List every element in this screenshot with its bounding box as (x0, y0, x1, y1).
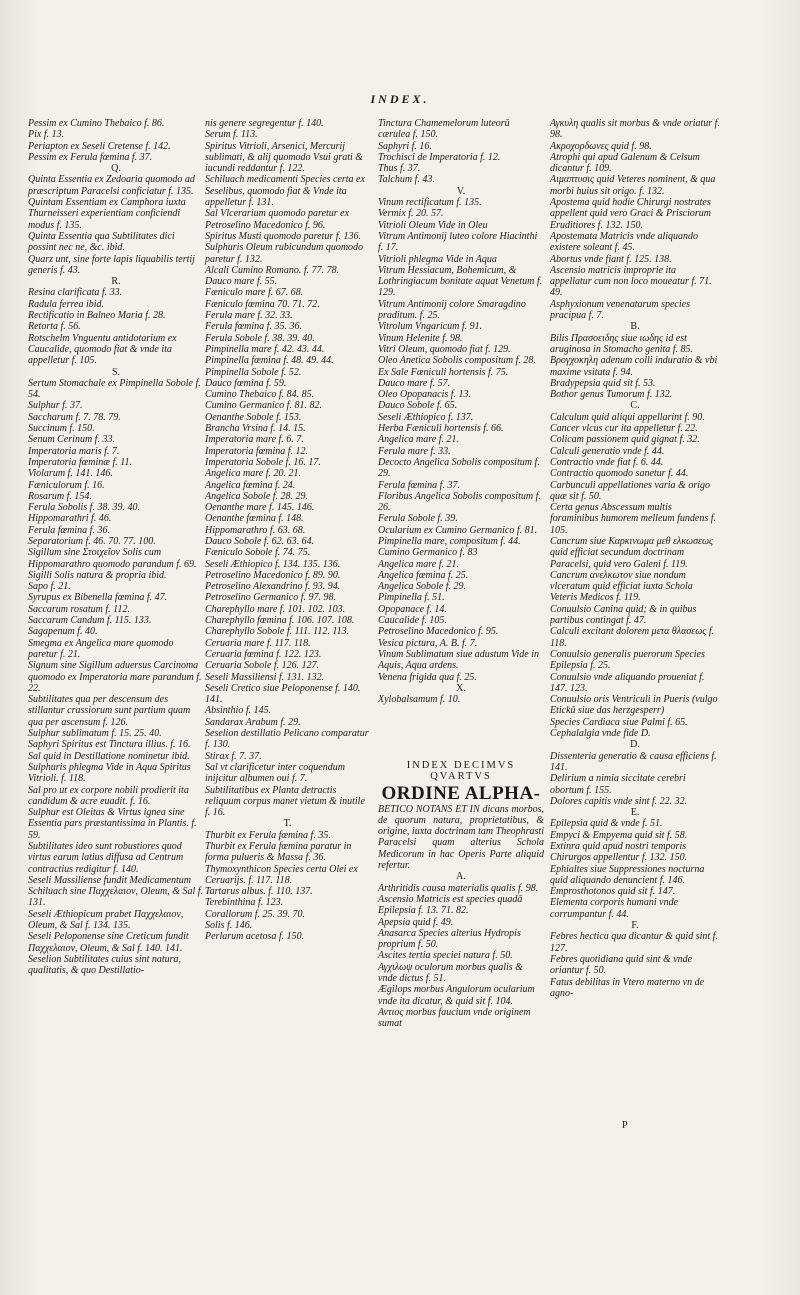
index-entry: Sigilli Solis natura & propria ibid. (28, 569, 167, 581)
index-entry: Senum Cerinum f. 33. (28, 434, 115, 446)
index-entry: Thus f. 37. (378, 163, 421, 175)
index-entry: Thurbit ex Ferula fœmina f. 35. (205, 829, 331, 841)
index-entry: Conuulsio generalis puerorum Species Epilepsia f. 25. (550, 648, 708, 672)
index-entry: Dauco Sobole f. 62. 63. 64. (205, 535, 315, 547)
index-entry: Herba Fæniculi hortensis f. 66. (378, 423, 504, 435)
letter-heading: S. (111, 366, 121, 378)
index-entry: Seseli Æthiopico f. 134. 135. 136. (205, 558, 341, 570)
index-entry: Ex Sale Fæniculi hortensis f. 75. (378, 366, 509, 378)
index-entry: Schiluach medicamenti Species certa ex Seselibus, quomodo fiat & Vnde ita appelletur f. 131. (205, 174, 368, 209)
index-entry: Cancer vlcus cur ita appelletur f. 22. (550, 423, 698, 435)
index-entry: Extinra quid apud nostri temporis Chirurgos appellentur f. 132. 150. (550, 841, 689, 864)
index-entry: Carbunculi appellationes varia & origo quæ sit f. 50. (550, 479, 713, 502)
index-entry: Angelica Sobole f. 29. (378, 581, 467, 593)
index-entry: Vitri Oleum, quomodo fiat f. 129. (378, 343, 511, 355)
index-entry: Ferula Sobolis f. 38. 39. 40. (28, 502, 140, 514)
index-entry: Tinctura Chamemelorum luteorū cærulea f. 150. (378, 118, 513, 141)
letter-heading: T. (283, 818, 292, 830)
index-entry: Opopanace f. 14. (378, 603, 447, 615)
index-entry: Conuulsio Canina quid; & in quibus partibus contingat f. 47. (550, 603, 699, 627)
index-entry: Fatus debilitas in Vtero materno vn de agno- (550, 976, 707, 999)
index-entry: Brancha Vrsina f. 14. 15. (205, 423, 306, 435)
index-entry: Fæniculorum f. 16. (28, 479, 105, 491)
index-entry: Seseli Massiliense fundit Medicamentum Schiluach sine Παχχελαιον, Oleum, & Sal f. 131. (28, 874, 206, 909)
index-entry: Thurbit ex Ferula fœmina paratur in forma pulueris & Massa f. 36. (205, 841, 354, 864)
index-entry: Venena frigida qua f. 25. (378, 671, 477, 683)
index-decimus-quartus-section (378, 760, 547, 1030)
index-entry: Ferula fœmina f. 35. 36. (205, 321, 302, 333)
index-entry: Ceruaria mare f. 117. 118. (205, 637, 311, 649)
index-entry: Ephialtes siue Suppressiones nocturna quid aliquando denuncient f. 146. (550, 863, 707, 886)
letter-heading: B. (630, 321, 640, 333)
index-entry: Subtilitatibus ex Planta detractis reliquum corpus manet vietum & inutile f. 16. (205, 784, 368, 819)
index-entry: Sal vt clarificetur inter coquendum inijcitur albumen oui f. 7. (205, 761, 348, 785)
index-entry: Αντιος morbus faucium vnde originem sumat (378, 1006, 534, 1030)
index-entry: Vitrum Hessiacum, Bohemicum, & Lothringiacum bonitate aquat Venetum f. 129. (378, 264, 545, 299)
index-column-2 (205, 118, 370, 943)
index-entry: Imperatoria mare f. 6. 7. (205, 434, 304, 446)
index-entry: Sal Vlcerarium quomodo paretur ex Petroselino Macedonico f. 96. (205, 208, 352, 231)
index-entry: Ferula fœmina f. 36. (28, 524, 110, 536)
index-entry: Succinum f. 150. (28, 423, 95, 435)
index-entry: Trochisci de Imperatoria f. 12. (378, 151, 501, 163)
index-entry: Imperatoria maris f. 7. (28, 445, 120, 457)
index-entry: Ceruaria fœmina f. 122. 123. (205, 648, 322, 660)
index-entry: Dauco fœmina f. 59. (205, 377, 287, 389)
index-entry: Seseli Æthiopicum prabet Παχχελαιον, Oleum, & Sal f. 134. 135. (28, 908, 186, 932)
index-entry: Species Cardiaca siue Palmi f. 65. (550, 716, 688, 728)
index-entry: Hippomarathro f. 63. 68. (205, 524, 306, 536)
section-intro: BETICO NOTANS ET IN dicans morbos, de quorum natura, proprietatibus, & origine, iuxta doctrinam tam Theophrasti Paracelsi quam alterius Schola Medicorum in hac Operis Parte aliquid refertur. (378, 803, 547, 872)
index-entry: Ocularium ex Cumino Germanico f. 81. (378, 524, 538, 536)
index-entry: Vinum rectificatum f. 135. (378, 197, 482, 209)
index-entry: Separatorium f. 46. 70. 77. 100. (28, 535, 156, 547)
index-entry: Apepsia quid f. 49. (378, 916, 454, 928)
index-entry: Saccarum Candum f. 115. 133. (28, 615, 152, 627)
index-entry: Vesica pictura, A. B. f. 7. (378, 637, 478, 649)
index-entry: Certa genus Abscessum multis foraminibus humorem melleum fundens f. 105. (550, 502, 719, 536)
index-entry: Retorta f. 56. (28, 321, 81, 333)
index-entry: Apostema quid hodie Chirurgi nostrates appellent quid vero Graci & Prisciorum Eruditiores f. 132. 150. (550, 197, 714, 231)
index-entry: Vitrum Antimonij luteo colore Hiacinthi f. 17. (378, 230, 540, 254)
index-entry: Ferula mare f. 32. 33. (205, 310, 293, 322)
letter-heading: F. (631, 920, 639, 932)
letter-heading: A. (456, 871, 466, 883)
index-entry: Angelica mare f. 21. (378, 558, 460, 570)
index-entry: Vitrioli Oleum Vide in Oleu (378, 219, 488, 231)
index-entry: Calculum quid aliqui appellarint f. 90. (550, 411, 705, 423)
index-entry: Ascensio Matricis est species quadā Epilepsia f. 13. 71. 82. (378, 893, 525, 917)
index-entry: Resina clarificata f. 33. (28, 287, 123, 299)
index-entry: Signum sine Sigillum aduersus Carcinoma quomodo ex Imperatoria mare parandum f. 22. (28, 660, 205, 694)
index-entry: Perlarum acetosa f. 150. (205, 931, 305, 943)
index-entry: Charephyllo Sobole f. 111. 112. 113. (205, 626, 350, 638)
index-column-3 (378, 118, 544, 705)
index-entry: Subtilitates ideo sunt robustiores quod virtus earum latius diffusa ad Centrum contractius redigitur f. 140. (28, 841, 186, 875)
index-entry: Pix f. 13. (28, 129, 65, 141)
index-entry: Decocto Angelica Sobolis compositum f. 29. (378, 456, 543, 480)
index-entry: Petroselino Macedonico f. 95. (378, 626, 499, 638)
index-entry: Oleo Anetica Sobolis compositum f. 28. (378, 355, 536, 367)
index-entry: Vitrolum Vngaricum f. 91. (378, 321, 483, 333)
letter-heading: E. (630, 807, 640, 819)
index-entry: Calculi excitant dolorem μετα θλασεως f. 118. (550, 626, 717, 649)
index-entry: Dauco mare f. 55. (205, 276, 278, 288)
letter-heading: C. (630, 400, 640, 412)
index-entry: Angelica mare f. 21. (378, 434, 460, 446)
index-entry: Seseli Massiliensi f. 131. 132. (205, 671, 325, 683)
index-entry: Pimpinella mare f. 42. 43. 44. (205, 343, 325, 355)
index-entry: Seseli Cretico siue Peloponense f. 140. 141. (205, 682, 363, 706)
index-entry: Spiritus Vitrioli, Arsenici, Mercurij sublimati, & alij quomodo Vsui grati & iucundi reddantur f. 122. (205, 140, 366, 175)
index-entry: Asphyxionum venenatarum species pracipua f. 7. (550, 298, 693, 322)
index-entry: Oenanthe Sobole f. 153. (205, 411, 302, 423)
index-column-1 (28, 118, 204, 977)
index-entry: Bradypepsia quid sit f. 53. (550, 377, 656, 389)
index-entry: Xylobalsamum f. 10. (378, 694, 461, 706)
index-entry: Pimpinella Sobole f. 52. (205, 366, 302, 378)
index-entry: Pimpinella f. 51. (378, 592, 445, 604)
index-entry: Oenanthe fœmina f. 148. (205, 513, 304, 525)
index-entry: Saccarum rosatum f. 112. (28, 603, 130, 615)
index-entry: Cumino Germanico f. 81. 82. (205, 400, 322, 412)
index-entry: Seseli Æthiopico f. 137. (378, 411, 474, 423)
section-title-line-1: INDEX DECIMVS (406, 760, 516, 771)
index-entry: Calculi generatio vnde f. 44. (550, 445, 665, 457)
index-entry: Serum f. 113. (205, 129, 258, 141)
index-entry: Ferula fœmina f. 37. (378, 479, 460, 491)
index-entry: Saphyri Spiritus est Tinctura illius. f. 16. (28, 739, 191, 751)
index-entry: nis genere segregentur f. 140. (205, 118, 324, 129)
index-entry: Alcali Cumino Romano. f. 77. 78. (205, 264, 340, 276)
index-entry: Ægilops morbus Angulorum ocularium vnde ita dicatur, & quid sit f. 104. (378, 984, 538, 1007)
index-entry: Emprosthotonos quid sit f. 147. (550, 886, 676, 898)
index-entry: Quinta Essentia ex Zedoaria quomodo ad præscriptum Paracelsi conficiatur f. 135. (28, 174, 198, 197)
index-entry: Subtilitates qua per descensum des stillantur crassiorum sunt partium quam qua per ascensum f. 126. (28, 694, 193, 728)
index-entry: Smegma ex Angelica mare quomodo paretur f. 21. (28, 637, 177, 660)
index-column-4 (550, 118, 723, 999)
index-entry: Angelica fœmina f. 24. (205, 479, 296, 491)
index-entry: Tartarus albus. f. 110. 137. (205, 886, 313, 898)
index-entry: Talchum f. 43. (378, 174, 435, 186)
index-entry: Sulphur est Oleitas & Virtus ignea sine Essentia pars præstantissima in Plantis. f. 59. (28, 807, 200, 841)
index-entry: Saphyri f. 16. (378, 140, 432, 152)
index-entry: Dissenteria generatio & causa efficiens f. 141. (550, 750, 720, 773)
index-entry: Febres quotidiana quid sint & vnde oriantur f. 50. (550, 953, 695, 977)
index-entry: Empyci & Empyema quid sit f. 58. (550, 829, 688, 841)
index-entry: Angelica fœmina f. 25. (378, 569, 469, 581)
index-entry: Charephyllo mare f. 101. 102. 103. (205, 603, 346, 615)
index-entry: Vinum Sublimatum siue adustum Vide in Aquis, Aqua ardens. (378, 648, 542, 672)
index-entry: Sandarax Arabum f. 29. (205, 716, 301, 728)
index-entry: Sulphuris Oleum rubicundum quomodo paretur f. 132. (205, 242, 366, 265)
letter-heading: V. (456, 185, 466, 197)
index-entry: Sertum Stomachale ex Pimpinella Sobole f. 54. (28, 377, 204, 401)
index-entry: Rotschelm Vnguentu antidotarium ex Caucalide, quomodo fiat & vnde ita appelletur f. 105. (28, 332, 180, 367)
letter-heading: Q. (111, 163, 121, 175)
index-entry: Ceruaria Sobole f. 126. 127. (205, 660, 320, 672)
index-entry: Sal pro ut ex corpore nobili prodierit ita candidum & acre euadit. f. 16. (28, 784, 192, 807)
index-entry: Imperatoria fœminæ f. 11. (28, 456, 132, 468)
index-entry: Cumino Thebaico f. 84. 85. (205, 389, 315, 401)
index-entry: Saccharum f. 7. 78. 79. (28, 411, 121, 423)
index-entry: Petroselino Germanico f. 97. 98. (205, 592, 337, 604)
index-entry: Sigillum sine Στοιχεῖον Solis cum Hippomarathro quomodo parandum f. 69. (28, 547, 197, 570)
index-entry: Hippomarathri f. 46. (28, 513, 112, 525)
index-entry: Αγχιλωψ oculorum morbus qualis & vnde dictus f. 51. (378, 961, 526, 985)
index-entry: Pessim ex Ferula fœmina f. 37. (28, 151, 153, 163)
index-entry: Cumino Germanico f. 83 (378, 547, 478, 559)
index-entry: Conuulsio oris Ventriculi in Pueris (vulgo Etickū siue das herzgesperr) (550, 694, 720, 717)
index-entry: Absinthio f. 145. (205, 705, 272, 717)
index-entry: Febres hectica qua dicantur & quid sint f. 127. (550, 931, 721, 954)
index-entry: Syrupus ex Bibenella fœmina f. 47. (28, 592, 168, 604)
index-entry: Thymoxynthicon Species certa Olei ex Ceruarijs. f. 117. 118. (205, 863, 361, 886)
index-entry: Ferula mare f. 33. (378, 445, 451, 457)
index-entry: Oleo Opopanacis f. 13. (378, 389, 472, 401)
index-entry: Abortus vnde fiant f. 125. 138. (550, 253, 672, 265)
index-entry: Seseli Peloponense sine Creticum fundit Παχχελαιον, Oleum, & Sal f. 140. 141. (28, 931, 192, 954)
index-entry: Stirax f. 7. 37. (205, 750, 262, 762)
index-entry: Dauco Sobole f. 65. (378, 400, 458, 412)
index-entry: Sal quid in Destillatione nominetur ibid. (28, 750, 190, 762)
index-entry: Pimpinella fœmina f. 48. 49. 44. (205, 355, 334, 367)
index-entry: Sapo f. 21. (28, 581, 71, 593)
index-entry: Sulphur sublimatum f. 15. 25. 40. (28, 728, 162, 740)
index-entry: Quintam Essentiam ex Camphora iuxta Thurneisseri experientiam conficiendi modus f. 135. (28, 197, 189, 231)
index-entry: Seselion destillatio Pelicano comparatur f. 130. (205, 728, 372, 751)
index-entry: Vermix f. 20. 57. (378, 208, 444, 220)
index-entry: Dauco mare f. 57. (378, 377, 451, 389)
section-title-line-2: QVARTVS (430, 771, 492, 783)
index-entry: Seselion Subtilitates cuius sint natura, qualitatis, & quo Destillatio- (28, 953, 184, 977)
index-entry: Radula ferrea ibid. (28, 298, 105, 310)
index-entry: Corallorum f. 25. 39. 70. (205, 908, 306, 920)
index-entry: Arthritidis causa materialis qualis f. 98. (378, 882, 539, 894)
index-entry: Bilis Πρασοειδης siue ιωδης id est aruginosa in Stomacho genita f. 85. (550, 332, 694, 355)
index-entry: Petroselino Macedonico f. 89. 90. (205, 569, 341, 581)
index-entry: Pimpinella mare, compositum f. 44. (378, 535, 521, 547)
index-entry: Delirium a nimia siccitate cerebri obortum f. 155. (550, 773, 689, 796)
index-entry: Αιμαπτυσις quid Veteres nominent, & qua morbi huius sit origo. f. 132. (550, 174, 718, 197)
signature-mark: P (622, 1120, 628, 1131)
index-entry: Quarz unt, sine forte lapis liquabilis tertij generis f. 43. (28, 253, 198, 276)
index-entry: Conuulsio vnde aliquando proueniat f. 147. 123. (550, 671, 707, 694)
index-entry: Fæniculo mare f. 67. 68. (205, 287, 304, 299)
index-entry: Floribus Angelica Sobolis compositum f. 26. (378, 490, 544, 514)
index-entry: Imperatoria Sobole f. 16. 17. (205, 456, 321, 468)
index-entry: Quinta Essentia qua Subtilitates dici possint nec ne, &c. ibid. (28, 230, 178, 254)
section-heading: ORDINE ALPHA- (381, 782, 541, 804)
index-entry: Vitrioli phlegma Vide in Aqua (378, 253, 497, 265)
index-entry: Fæniculo Sobole f. 74. 75. (205, 547, 311, 559)
letter-heading: D. (630, 739, 640, 751)
index-entry: Terebinthina f. 123. (205, 897, 284, 909)
index-entry: Caucalide f. 105. (378, 615, 447, 627)
section-entries (378, 871, 544, 1029)
index-entry: Ascites tertia speciei natura f. 50. (378, 950, 513, 962)
index-entry: Epilepsia quid & vnde f. 51. (550, 818, 663, 830)
index-entry: Rosarum f. 154. (28, 490, 92, 502)
index-entry: Dolores capitis vnde sint f. 22. 32. (550, 795, 688, 807)
index-entry: Fæniculo fœmina 70. 71. 72. (205, 298, 320, 310)
index-entry: Βρογχοκηλη adenum colli induratio & vbi maxime vsitata f. 94. (550, 355, 720, 378)
index-entry: Oenanthe mare f. 145. 146. (205, 502, 315, 514)
index-entry: Charephyllo fœmina f. 106. 107. 108. (205, 615, 355, 627)
index-entry: Rectificatio in Balneo Maria f. 28. (28, 310, 166, 322)
index-entry: Sulphur f. 37. (28, 400, 83, 412)
index-entry: Violarum f. 141. 146. (28, 468, 113, 480)
index-entry: Vitrum Antimonij colore Smaragdino praditum. f. 25. (378, 298, 529, 322)
index-entry: Imperatoria fœmina f. 12. (205, 445, 309, 457)
index-entry: Pessim ex Cumino Thebaico f. 86. (28, 118, 165, 129)
index-entry: Elementa corporis humani vnde corrumpantur f. 44. (550, 897, 681, 920)
index-entry: Contractio vnde fiat f. 6. 44. (550, 456, 664, 468)
letter-heading: R. (111, 276, 121, 288)
index-entry: Cancrum ανελκωτον siue nondum vlceratum quid efficiat iuxta Schola Veteris Medicos f. 119. (550, 569, 696, 604)
index-entry: Ascensio matricis improprie ita appellatur cum non loco moueatur f. 71. 49. (550, 264, 715, 299)
index-entry: Ferula Sobole f. 39. (378, 513, 458, 525)
index-entry: Colicam passionem quid gignat f. 32. (550, 434, 700, 446)
index-entry: Solis f. 146. (205, 920, 253, 932)
index-entry: Atrophi qui apud Galenum & Celsum dicantur f. 109. (550, 151, 703, 175)
running-header: INDEX. (370, 92, 430, 106)
index-entry: Sulphuris phlegma Vide in Aqua Spiritus Vitrioli. f. 118. (28, 761, 194, 785)
index-entry: Apostemata Matricis vnde aliquando existere soleant f. 45. (550, 230, 701, 254)
index-entry: Sagapenum f. 40. (28, 626, 98, 638)
index-entry: Cancrum siue Καρκινωμα μεθ ελκωσεως quid efficiat secundum doctrinam Paracelsi, quid vero Galeni f. 119. (550, 535, 716, 570)
index-entry: Ferula Sobole f. 38. 39. 40. (205, 332, 315, 344)
index-entry: Petroselino Alexandrino f. 93. 94. (205, 581, 341, 593)
index-entry: Spiritus Musti quomodo paretur f. 136. (205, 230, 362, 242)
index-entry: Anasarca Species alterius Hydropis proprium f. 50. (378, 927, 524, 951)
index-entry: Cephalalgia vnde fide D. (550, 728, 651, 740)
index-entry: Angelica Sobole f. 28. 29. (205, 490, 309, 502)
index-entry: Ακροχορδωνες quid f. 98. (550, 140, 652, 152)
index-entry: Αγκυλη qualis sit morbus & vnde oriatur f. 98. (550, 118, 723, 141)
index-entry: Contractio quomodo sanetur f. 44. (550, 468, 689, 480)
index-entry: Bothor genus Tumorum f. 132. (550, 389, 673, 401)
letter-heading: X. (456, 682, 466, 694)
index-entry: Vinum Helenite f. 98. (378, 332, 463, 344)
index-entry: Periapton ex Seseli Cretense f. 142. (28, 140, 171, 152)
index-entry: Angelica mare f. 20. 21. (205, 468, 302, 480)
